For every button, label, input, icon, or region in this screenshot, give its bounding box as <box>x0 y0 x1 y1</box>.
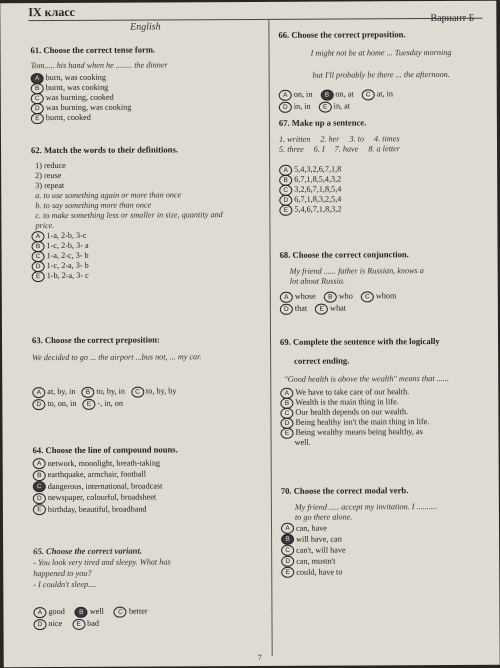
option-a[interactable] <box>33 606 64 617</box>
option-e[interactable] <box>72 618 99 629</box>
word-item: 7. have <box>334 144 359 154</box>
answer-bubble[interactable]: A <box>280 291 293 302</box>
option-e[interactable] <box>32 270 262 281</box>
option-text: 6,7,1,8,5,4,3,2 <box>294 174 342 184</box>
question-title: 67. Make up a sentence. <box>278 117 367 128</box>
question-text-1: My friend ...... father is Russian, knows a <box>289 266 424 276</box>
variant-label: Вариант Б <box>430 12 475 25</box>
option-text: bad <box>87 618 100 628</box>
option-text: burnt, was cooking <box>45 82 109 93</box>
option-e[interactable] <box>319 101 350 112</box>
option-e-continued: well. <box>294 437 311 447</box>
answer-bubble[interactable]: D <box>280 303 293 314</box>
option-text: in, at <box>333 101 351 111</box>
option-c[interactable] <box>361 291 397 302</box>
option-c[interactable] <box>362 89 393 100</box>
answer-bubble[interactable]: A <box>280 387 293 398</box>
question-text: "Good health is above the wealth" means that ...... <box>284 373 449 384</box>
answer-bubble[interactable]: A <box>31 73 44 84</box>
question-title: 61. Choose the correct tense form. <box>30 44 156 56</box>
option-text: 1-a, 2-c, 3- b <box>46 250 89 261</box>
option-text: birthday, beautiful, broadband <box>47 504 147 514</box>
option-b[interactable] <box>81 386 125 397</box>
option-text: Our health depends on our wealth. <box>295 407 409 417</box>
answer-bubble[interactable]: E <box>281 567 294 578</box>
subject-title: English <box>130 21 161 33</box>
answer-bubble[interactable]: E <box>279 204 292 215</box>
question-text: Tom..... his hand when he ........ the dinner <box>30 60 168 71</box>
answer-bubble[interactable]: E <box>33 504 46 515</box>
option-e[interactable] <box>281 566 486 578</box>
option-text: could, have to <box>296 567 343 577</box>
answer-bubble[interactable]: E <box>315 303 328 314</box>
answer-bubble[interactable]: A <box>31 231 44 242</box>
option-text: to, on, in <box>47 398 77 409</box>
option-text: burnt, cooked <box>45 112 91 123</box>
question-65 <box>33 545 263 630</box>
answer-bubble[interactable]: D <box>281 556 294 567</box>
option-text: 1-a, 2-b, 3-c <box>46 230 87 241</box>
question-title: 68. Choose the correct conjunction. <box>279 249 409 260</box>
option-text: who <box>338 291 353 301</box>
dialogue-line: - You look very tired and sleepy. What has <box>33 557 171 568</box>
option-d[interactable] <box>280 303 307 314</box>
option-b[interactable] <box>324 291 353 302</box>
answer-bubble[interactable]: C <box>33 481 46 492</box>
dialogue <box>33 556 263 590</box>
option-text: dangerous, international, broadcast <box>47 481 163 491</box>
definition-item: a. to use something again or more than once <box>35 190 182 201</box>
option-text: was burning, was cooking <box>45 102 132 113</box>
option-text: burn, was cooking <box>45 72 106 83</box>
answer-bubble[interactable]: B <box>320 89 333 100</box>
options-row-2 <box>32 397 262 410</box>
answer-bubble[interactable]: D <box>33 619 46 630</box>
option-e[interactable] <box>279 204 484 215</box>
answer-bubble[interactable]: C <box>32 251 45 262</box>
answer-bubble[interactable]: E <box>82 398 95 409</box>
answer-bubble[interactable]: D <box>279 101 292 112</box>
option-text: was burning, cooked <box>45 92 114 103</box>
option-text: good <box>48 606 65 617</box>
answer-bubble[interactable]: E <box>32 271 45 282</box>
answer-bubble[interactable]: A <box>33 607 46 618</box>
word-list <box>35 160 261 191</box>
question-69 <box>280 336 486 448</box>
answer-bubble[interactable]: E <box>31 113 44 124</box>
question-title-2: correct ending. <box>294 355 350 366</box>
option-text: Being wealthy means being healthy, as <box>295 427 423 437</box>
option-text: whose <box>294 291 316 301</box>
options-row-1 <box>279 88 484 101</box>
answer-bubble[interactable]: B <box>324 291 337 302</box>
option-e[interactable] <box>31 112 261 123</box>
question-title: 64. Choose the line of compound nouns. <box>32 444 178 456</box>
option-e[interactable] <box>82 398 123 409</box>
answer-bubble[interactable]: D <box>33 493 46 504</box>
option-text: at, in <box>376 89 394 99</box>
answer-bubble[interactable]: D <box>31 103 44 114</box>
left-column <box>30 20 260 39</box>
option-text: that <box>294 303 308 313</box>
options-row-2 <box>33 617 263 630</box>
option-text: 1-c, 2-a, 3- b <box>46 260 89 271</box>
question-62 <box>31 144 262 281</box>
grade-label: IX класс <box>28 4 75 20</box>
word-item: 5. three <box>279 144 304 154</box>
option-d[interactable] <box>33 618 62 629</box>
option-text: on, at <box>335 89 354 99</box>
question-text-2: lot about Russia. <box>289 276 346 286</box>
word-item: 1) reduce <box>35 160 66 171</box>
answer-bubble[interactable]: C <box>131 386 144 397</box>
answer-bubble[interactable]: D <box>32 261 45 272</box>
options-row-1 <box>280 290 485 303</box>
question-70 <box>281 485 486 578</box>
question-text-1: I might not be at home ... Tuesday morning <box>310 47 452 58</box>
option-text: what <box>330 303 347 313</box>
option-text: 1-b, 2-a, 3- c <box>46 270 89 281</box>
dialogue-line: happened to you? <box>33 568 92 579</box>
option-text: can't, will have <box>296 545 346 555</box>
dialogue-line: - I couldn't sleep.... <box>33 579 97 590</box>
question-66 <box>278 29 483 113</box>
answer-bubble[interactable]: A <box>281 523 294 534</box>
question-64 <box>33 444 263 516</box>
option-a[interactable] <box>279 89 313 100</box>
answer-bubble[interactable]: A <box>279 164 292 175</box>
question-text-2: but I'll probably be there ... the afternoon. <box>312 69 450 80</box>
answer-bubble[interactable]: B <box>33 470 46 481</box>
answer-bubble[interactable]: C <box>31 93 44 104</box>
answer-bubble[interactable]: A <box>279 89 292 100</box>
option-text: at, by, in <box>47 386 76 397</box>
answer-bubble[interactable]: B <box>31 83 44 94</box>
option-c[interactable] <box>114 606 148 617</box>
word-item: 2. her <box>320 134 340 144</box>
option-text: can, mustn't <box>296 556 336 566</box>
answer-bubble[interactable]: C <box>361 291 374 302</box>
answer-bubble[interactable]: C <box>279 184 292 195</box>
word-item: 3) repeat <box>35 180 65 191</box>
word-item: 1. written <box>278 134 311 144</box>
option-text: can, have <box>295 523 327 533</box>
question-text-1: My friend ..... accept my invitation. I .......... <box>294 502 438 512</box>
question-68 <box>280 249 485 315</box>
option-text: 3,2,6,7,1,8,5,4 <box>294 184 342 194</box>
word-item: 6. I <box>313 144 325 154</box>
question-title: 63. Choose the correct preposition: <box>32 334 160 346</box>
option-b[interactable] <box>320 89 353 100</box>
worksheet-page <box>0 1 499 668</box>
option-text: We have to take care of our health. <box>295 387 410 397</box>
option-text: network, moonlight, breath-taking <box>47 458 161 468</box>
option-text: earthquake, armchair, football <box>47 469 147 480</box>
option-text: Being healthy isn't the main thing in life. <box>295 417 430 427</box>
question-63 <box>32 334 262 410</box>
answer-bubble[interactable]: B <box>279 174 292 185</box>
option-text: will have, can <box>296 534 342 544</box>
answer-bubble[interactable]: D <box>280 417 293 428</box>
answer-bubble[interactable]: E <box>72 618 85 629</box>
option-text: Wealth is the main thing in life. <box>295 397 399 407</box>
option-text: 1-c, 2-b, 3- a <box>46 240 89 251</box>
option-text: to, by, by <box>145 386 177 396</box>
page-number: 7 <box>257 652 262 662</box>
option-a[interactable] <box>32 386 75 397</box>
options-row-2 <box>279 100 484 113</box>
option-text: 6,7,1,8,3,2,5,4 <box>294 194 342 204</box>
answer-bubble[interactable]: B <box>281 534 294 545</box>
option-e[interactable] <box>315 303 346 314</box>
answer-bubble[interactable]: C <box>281 545 294 556</box>
definition-item: c. to make something less or smaller in size, quantity and price. <box>35 210 223 231</box>
word-item: 2) reuse <box>35 170 62 181</box>
definition-item: b. to say something more than once <box>35 200 152 211</box>
answer-bubble[interactable]: C <box>362 89 375 100</box>
answer-bubble[interactable]: C <box>280 407 293 418</box>
options-list <box>281 522 486 578</box>
option-a[interactable] <box>280 291 316 302</box>
word-item: 4. times <box>374 134 400 144</box>
answer-bubble[interactable]: B <box>32 241 45 252</box>
question-title: 70. Choose the correct modal verb. <box>280 485 409 496</box>
question-text: We decided to go ... the airport ...bus not, ... my car. <box>32 352 202 363</box>
answer-bubble[interactable]: B <box>280 397 293 408</box>
question-title: 66. Choose the correct preposition. <box>278 29 406 40</box>
option-d[interactable] <box>279 101 311 112</box>
answer-bubble[interactable]: E <box>280 427 293 438</box>
question-text-2: to go there alone. <box>294 512 353 522</box>
option-text: on, in <box>293 89 313 99</box>
options-row-2 <box>280 302 485 315</box>
answer-bubble[interactable]: D <box>32 399 45 410</box>
option-text: newspaper, colourful, broadsheet <box>47 492 157 503</box>
question-61 <box>30 44 260 123</box>
answer-bubble[interactable]: E <box>319 101 332 112</box>
option-text: -, in, on <box>97 398 123 408</box>
question-title: 62. Match the words to their definitions. <box>31 144 178 156</box>
definition-list <box>35 190 261 231</box>
option-text: in, in <box>293 101 311 111</box>
option-text: 5,4,3,2,6,7,1,8 <box>294 164 342 174</box>
option-e[interactable] <box>33 503 263 516</box>
option-b[interactable] <box>75 606 104 617</box>
option-text: 5,4,6,7,1,8,3,2 <box>294 204 342 214</box>
answer-bubble[interactable]: D <box>279 194 292 205</box>
option-c[interactable] <box>131 386 176 397</box>
option-d[interactable] <box>32 398 76 409</box>
option-text: whom <box>375 291 397 301</box>
word-item: 3. to <box>349 134 365 144</box>
option-text: well <box>89 606 104 616</box>
question-67 <box>279 117 485 215</box>
answer-bubble[interactable]: C <box>114 606 127 617</box>
answer-bubble[interactable]: B <box>81 386 94 397</box>
option-text: better <box>128 606 148 616</box>
word-item: 8. a letter <box>368 144 400 154</box>
question-title: 65. Choose the correct variant. <box>33 545 143 557</box>
answer-bubble[interactable]: A <box>32 387 45 398</box>
column-divider <box>268 19 272 656</box>
question-title-1: 69. Complete the sentence with the logically <box>280 336 440 347</box>
option-text: to, by, in <box>96 386 126 396</box>
answer-bubble[interactable]: A <box>33 458 46 469</box>
answer-bubble[interactable]: B <box>75 606 88 617</box>
option-text: nice <box>48 618 63 629</box>
